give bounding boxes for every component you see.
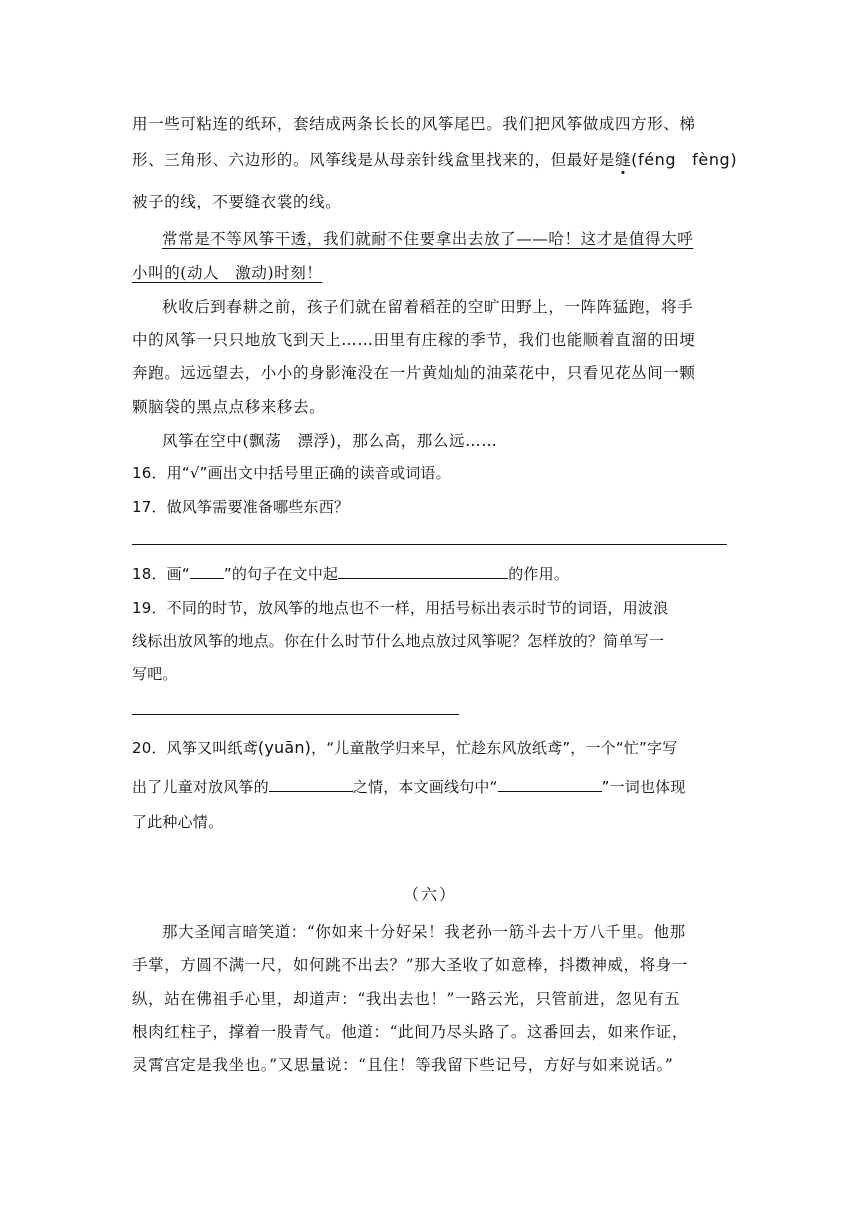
question-16: 16．用“√”画出文中括号里正确的读音或词语。 xyxy=(132,464,451,482)
passage-line: 被子的线，不要缝衣裳的线。 xyxy=(132,193,342,211)
question-19: 19．不同的时节，放风筝的地点也不一样，用括号标出表示时节的词语，用波浪 xyxy=(132,599,669,617)
passage-line: 根肉红柱子，撑着一股青气。他道：“此间乃尽头路了。这番回去，如来作证， xyxy=(132,1023,688,1041)
question-20-text: 之情，本文画线句中“ xyxy=(352,778,498,796)
passage-line: 纵，站在佛祖手心里，却道声：“我出去也！”一路云光，只管前进，忽见有五 xyxy=(132,990,681,1008)
question-19: 写吧。 xyxy=(132,665,178,683)
question-18-text: 的作用。 xyxy=(508,565,570,583)
pinyin: (yuān) xyxy=(257,738,312,757)
passage-line: 秋收后到春耕之前，孩子们就在留着稻茬的空旷田野上，一阵阵猛跑，将手 xyxy=(162,298,694,316)
passage-line: 风筝在空中(飘荡 漂浮)，那么高，那么远…… xyxy=(162,432,498,450)
question-20: 了此种心情。 xyxy=(132,813,224,831)
answer-line[interactable] xyxy=(132,544,727,545)
question-20-text: ”一词也体现 xyxy=(601,778,686,796)
question-18-text: ”的句子在文中起 xyxy=(223,565,339,583)
emphasis-dot-char: 缝 xyxy=(615,151,632,169)
passage-line: 颗脑袋的黑点点移来移去。 xyxy=(132,398,326,416)
passage-line: 手掌，方圆不满一尺，如何跳不出去？”那大圣收了如意棒，抖擞神威，将身一 xyxy=(132,956,688,974)
answer-line[interactable] xyxy=(132,714,459,715)
pinyin-option-2: fèng) xyxy=(692,150,738,169)
answer-blank[interactable] xyxy=(338,564,508,579)
passage-line: 中的风筝一只只地放飞到天上……田里有庄稼的季节，我们也能顺着直溜的田埂 xyxy=(132,331,696,349)
answer-blank[interactable] xyxy=(498,777,602,792)
passage-line: 奔跑。远远望去，小小的身影淹没在一片黄灿灿的油菜花中，只看见花丛间一颗 xyxy=(132,364,696,382)
question-18-text: 18．画“ xyxy=(132,565,190,583)
question-20 xyxy=(132,776,686,797)
question-17: 17．做风筝需要准备哪些东西？ xyxy=(132,498,350,516)
passage-line xyxy=(132,148,737,170)
question-19: 线标出放风筝的地点。你在什么时节什么地点放过风筝呢？怎样放的？简单写一 xyxy=(132,632,665,650)
underlined-sentence-line xyxy=(162,227,693,249)
question-20-text: 20．风筝又叫纸鸢 xyxy=(132,739,258,757)
underlined-sentence: 常常是不等风筝干透，我们就耐不住要拿出去放了——哈！这才是值得大呼 xyxy=(162,230,694,248)
underlined-sentence-line xyxy=(132,261,322,283)
question-20-text: 出了儿童对放风筝的 xyxy=(132,778,269,796)
underlined-sentence: 小叫的(动人 激动)时刻！ xyxy=(132,264,323,282)
passage-line: 灵霄宫定是我坐也。”又思量说：“且住！等我留下些记号，方好与如来说话。” xyxy=(132,1056,674,1074)
passage-line: 那大圣闻言暗笑道：“你如来十分好呆！我老孙一筋斗去十万八千里。他那 xyxy=(162,923,686,941)
answer-blank[interactable] xyxy=(269,777,353,792)
pinyin-option-1: (féng xyxy=(631,150,677,169)
question-20-text: ，“儿童散学归来早，忙趁东风放纸鸢”，一个“忙”字写 xyxy=(311,739,678,757)
underline-sample xyxy=(190,564,224,579)
passage-text: 形、三角形、六边形的。风筝线是从母亲针线盒里找来的，但最好是 xyxy=(132,151,616,169)
passage-line: 用一些可粘连的纸环，套结成两条长长的风筝尾巴。我们把风筝做成四方形、梯 xyxy=(132,115,696,133)
question-18 xyxy=(132,563,569,584)
question-20 xyxy=(132,737,677,758)
section-title: （六） xyxy=(402,885,457,904)
